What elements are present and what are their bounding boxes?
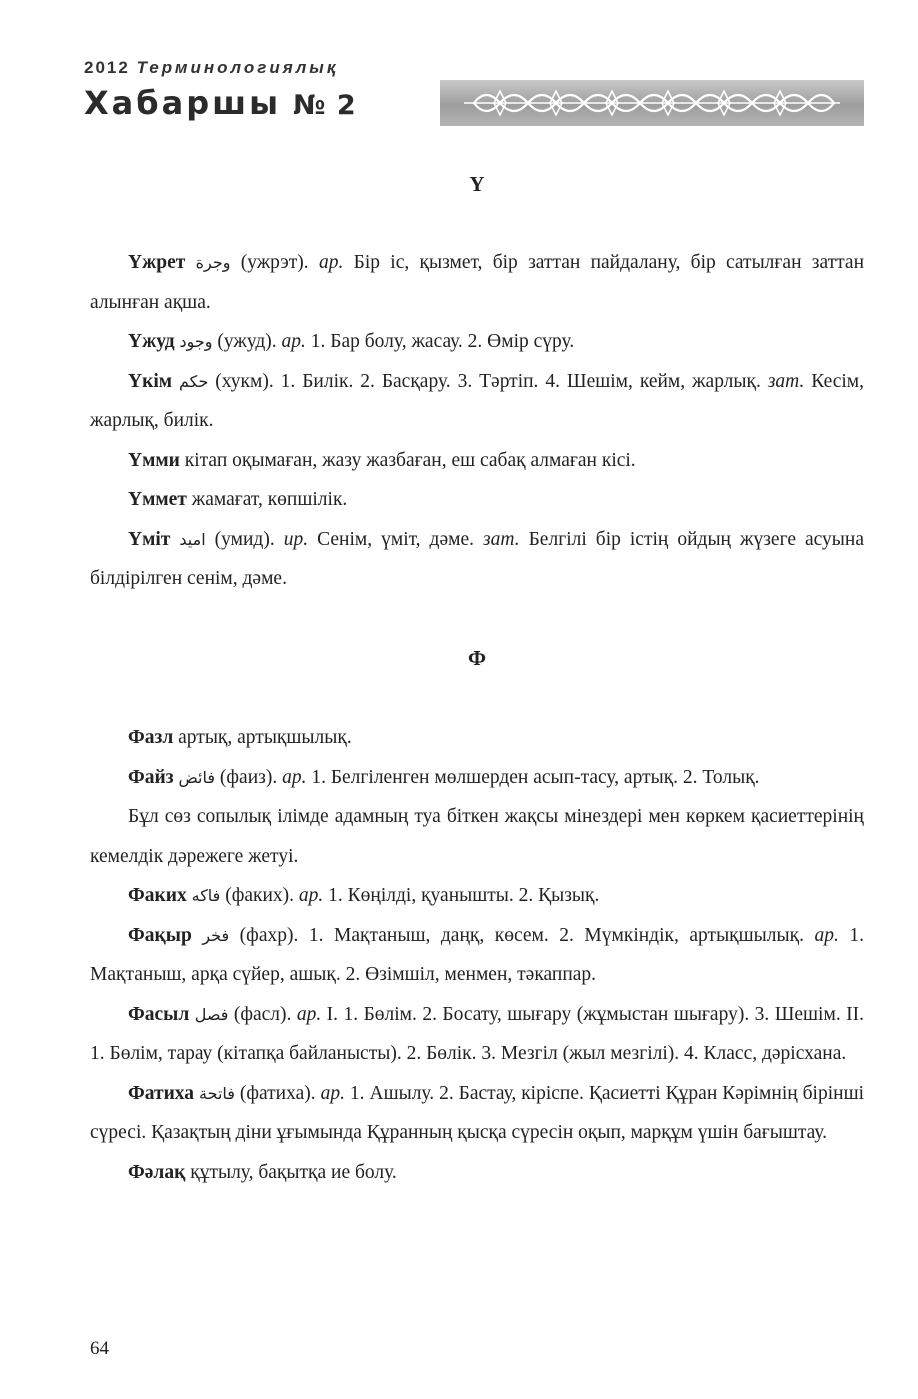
arabic-form: اميد: [179, 529, 206, 549]
ornament-band: [440, 80, 864, 126]
pos-abbr: зат.: [767, 370, 805, 392]
issue-number: № 2: [293, 90, 357, 121]
entry-definition: 1. Белгіленген мөлшерден асып-тасу, артық. 2. Толық.: [306, 766, 760, 788]
arabic-form: فخر: [202, 925, 230, 945]
journal-title-line: [84, 84, 357, 122]
arabic-form: فاتحة: [199, 1083, 235, 1103]
pos-abbr: зат.: [483, 528, 520, 550]
entry-text: (умид).: [205, 528, 284, 550]
dictionary-entry: [90, 243, 864, 322]
dictionary-entry: [90, 1074, 864, 1153]
origin-abbr: ар.: [298, 885, 324, 906]
arabic-form: وجود: [179, 332, 213, 351]
origin-abbr: ар.: [318, 252, 344, 273]
entry-definition: 1. Мақтаныш, арқа сүйер, ашық. 2. Өзімшіл, менмен, тәкаппар.: [90, 924, 865, 985]
journal-year: 2012: [84, 58, 130, 77]
headword: Факих: [128, 885, 187, 906]
letter-heading-f: [90, 646, 864, 671]
dictionary-entry: [90, 916, 864, 995]
entry-definition: Сенім, үміт, дәме.: [308, 528, 484, 550]
origin-abbr: ар.: [296, 1003, 322, 1025]
origin-abbr: ар.: [320, 1082, 345, 1104]
section-letter: Ф: [467, 646, 487, 670]
page-number: 64: [90, 1338, 109, 1359]
section-letter: Ү: [469, 172, 485, 196]
headword: Файз: [128, 766, 174, 788]
entry-definition: 1. Көңілді, қуанышты. 2. Қызық.: [323, 885, 600, 906]
origin-abbr: ир.: [283, 528, 309, 550]
entry-text: (хукм). 1. Билік. 2. Басқару. 3. Тәртіп. 4. Шешім, кейм, жарлық.: [208, 370, 768, 392]
origin-abbr: ар.: [282, 766, 307, 788]
entry-definition: 1. Бар болу, жасау. 2. Өмір сүру.: [305, 331, 575, 352]
entry-text: (ужуд).: [212, 331, 282, 352]
entry-text: (фатиха).: [234, 1082, 321, 1104]
entry-text: артық, артықшылық.: [173, 727, 352, 748]
dictionary-entry: [90, 520, 864, 599]
entry-text: Бұл сөз сопылық ілімде адамның туа біткен жақсы мінездері мен көркем қасиеттерінің кемелдік дәрежеге жетуі.: [90, 806, 864, 867]
entry-text: жамағат, көпшілік.: [186, 489, 348, 510]
entry-text: (фахр). 1. Мақтаныш, даңқ, көсем. 2. Мүмкіндік, артықшылық.: [229, 924, 815, 946]
journal-series: Терминологиялық: [136, 58, 339, 77]
dictionary-entry: [90, 480, 864, 520]
dictionary-entry: [90, 876, 864, 916]
arabic-form: فاكه: [191, 886, 221, 905]
arabic-form: فائض: [178, 767, 216, 787]
dictionary-entry: [90, 758, 864, 798]
headword: Үжрет: [128, 252, 186, 273]
arabic-form: فصل: [194, 1004, 229, 1024]
headword: Фатиха: [128, 1082, 195, 1104]
origin-abbr: ар.: [281, 331, 306, 352]
headword: Фасыл: [128, 1003, 190, 1025]
dictionary-entry: [90, 718, 864, 758]
headword: Үміт: [128, 528, 171, 550]
ornament-pattern: [464, 83, 840, 123]
entry-text: (ужрэт).: [230, 252, 319, 273]
entry-text: кітап оқымаған, жазу жазбаған, еш сабақ алмаған кісі.: [179, 449, 636, 471]
entry-text: (факих).: [220, 885, 299, 906]
commentary-paragraph: [90, 797, 864, 876]
entry-definition: 1. Ашылу. 2. Бастау, кіріспе. Қасиетті Құран Кәрімнің бірінші сүресі. Қазақтың діни ұғымында Құранның қысқа сүресін оқып, марқұм үшін бағыштау.: [90, 1082, 865, 1143]
entry-text: құтылу, бақытқа ие болу.: [185, 1161, 397, 1183]
section-u-entries: [90, 243, 864, 599]
dictionary-entry: [90, 995, 864, 1074]
letter-heading-u: [90, 172, 864, 197]
arabic-form: حكم: [178, 371, 209, 391]
headword: Үжуд: [128, 331, 175, 352]
entry-definition: Бір іс, қызмет, бір заттан пайдалану, бір сатылған заттан алынған ақша.: [90, 252, 865, 313]
journal-header: [0, 0, 918, 140]
journal-title: Хабаршы: [84, 84, 282, 122]
entry-definition-2: Белгілі бір істің ойдың жүзеге асуына білдірілген сенім, дәме.: [90, 528, 864, 589]
dictionary-entry: [90, 322, 864, 362]
dictionary-entry: [90, 362, 864, 441]
entry-text: (фаиз).: [215, 766, 283, 788]
origin-abbr: ар.: [814, 924, 839, 946]
headword: Фақыр: [128, 924, 192, 946]
section-f-entries: [90, 718, 864, 1192]
entry-definition: Кесім, жарлық, билік.: [90, 370, 865, 431]
entry-definition: I. 1. Бөлім. 2. Босату, шығару (жұмыстан шығару). 3. Шешім. II. 1. Бөлім, тарау (кітапқа байланысты). 2. Бөлік. 3. Мезгіл (жыл мезгілі). 4. Класс, дәрісхана.: [90, 1003, 864, 1064]
headword: Фәлақ: [128, 1161, 186, 1183]
headword: Үкім: [128, 370, 173, 392]
journal-series-line: [84, 58, 338, 78]
dictionary-entry: [90, 441, 864, 481]
headword: Үмми: [128, 449, 180, 471]
entry-text: (фасл).: [228, 1003, 297, 1025]
headword: Фазл: [128, 727, 174, 748]
arabic-form: وجرة: [195, 253, 231, 272]
dictionary-entry: [90, 1153, 864, 1193]
headword: Үммет: [128, 489, 187, 510]
